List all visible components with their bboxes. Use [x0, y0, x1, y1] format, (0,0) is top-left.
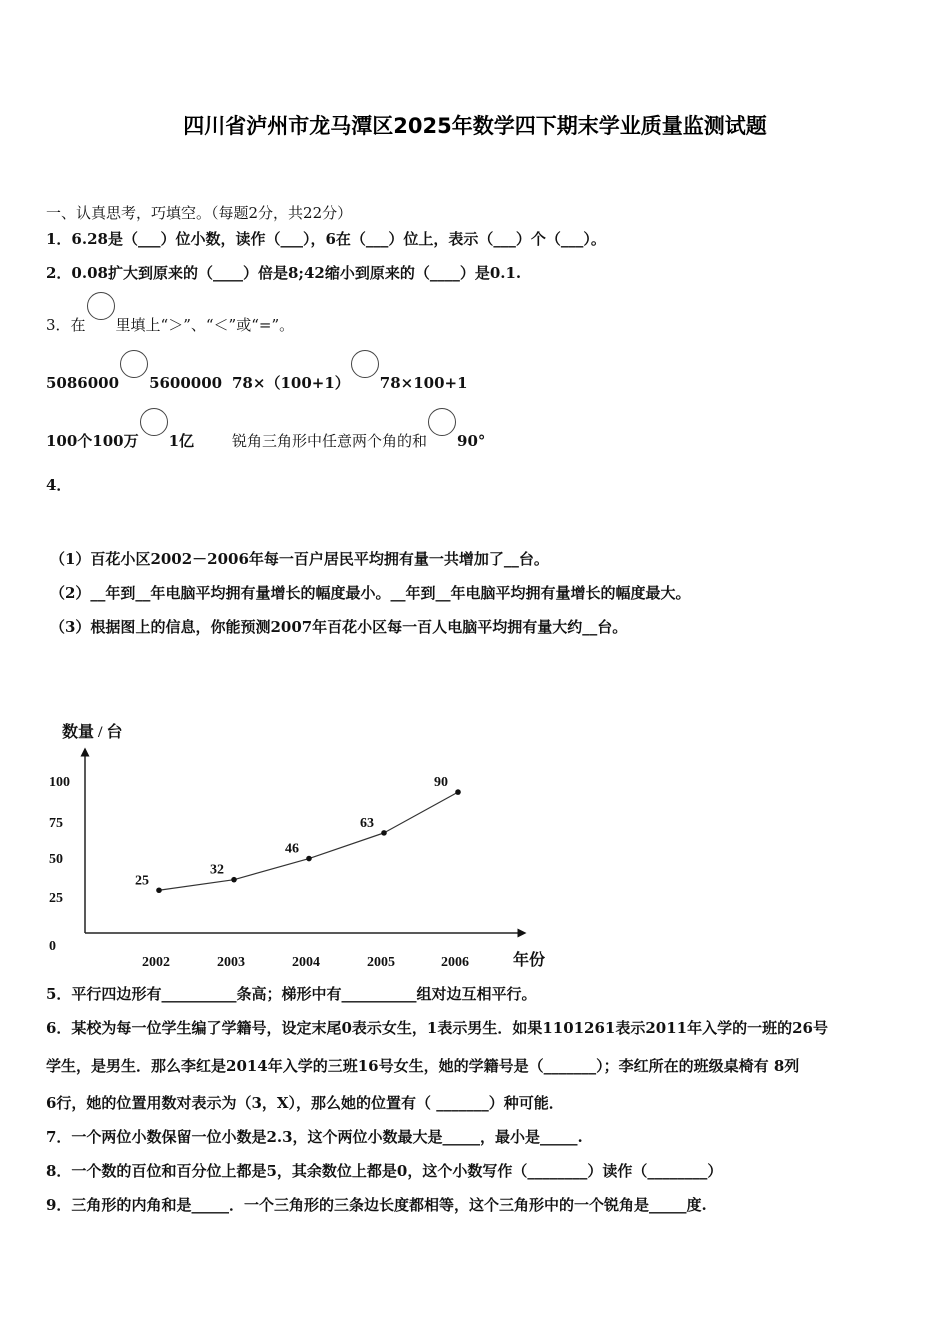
section-header: 一、认真思考，巧填空。（每题2分，共22分） [46, 204, 353, 222]
series-line [159, 792, 458, 890]
question-3-prefix: 3．在 [46, 316, 86, 334]
page-title: 四川省泸州市龙马潭区2025年数学四下期末学业质量监测试题 [183, 114, 767, 138]
x-tick-labels [142, 955, 469, 970]
compare-left: 78×（100+1） [232, 374, 350, 392]
question-6-line3: 6行，她的位置用数对表示为（3，X），那么她的位置有（ _______）种可能． [46, 1094, 564, 1112]
data-point [156, 887, 162, 893]
svg-text:年份: 年份 [513, 952, 546, 969]
question-9: 9．三角形的内角和是_____．一个三角形的三条边长度都相等，这个三角形中的一个锐角是_____度. [46, 1196, 707, 1214]
compare-circle-input[interactable] [428, 408, 456, 436]
y-tick-label: 100 [49, 775, 70, 790]
question-4-sub2: （2）__年到__年电脑平均拥有量增长的幅度最小。__年到__年电脑平均拥有量增长的幅度最大。 [50, 584, 691, 602]
svg-text:数量 / 台: 数量 / 台 [62, 724, 123, 741]
question-6-line1: 6．某校为每一位学生编了学籍号，设定末尾0表示女生，1表示男生．如果1101261表示2011年入学的一班的26号 [46, 1019, 828, 1037]
compare-right: 90° [457, 432, 486, 450]
question-6-line2: 学生，是男生．那么李红是2014年入学的三班16号女生，她的学籍号是（_______）；李红所在的班级桌椅有 8列 [46, 1057, 800, 1075]
question-1: 1．6.28是（___）位小数，读作（___），6在（___）位上，表示（___）个（___）。 [46, 230, 606, 248]
compare-circle-input[interactable] [120, 350, 148, 378]
compare-right: 5600000 [149, 374, 223, 392]
data-label: 25 [135, 873, 149, 889]
data-point [231, 877, 237, 883]
y-tick-label: 50 [49, 852, 63, 867]
compare-left: 5086000 [46, 374, 120, 392]
question-5: 5．平行四边形有__________条高；梯形中有__________组对边互相平行。 [46, 985, 537, 1003]
compare-item-2 [232, 350, 468, 393]
data-point [381, 830, 387, 836]
data-label: 32 [210, 862, 224, 878]
compare-item-3 [46, 408, 194, 451]
compare-circle-input[interactable] [351, 350, 379, 378]
data-point [306, 856, 312, 862]
data-label: 46 [285, 841, 299, 857]
compare-circle-input[interactable] [140, 408, 168, 436]
data-label: 63 [360, 815, 374, 831]
y-tick-labels [49, 775, 70, 954]
line-chart [40, 715, 580, 975]
x-tick-label: 2005 [367, 955, 395, 970]
compare-left: 100个100万 [46, 432, 139, 450]
question-3 [46, 292, 294, 335]
y-tick-label: 75 [49, 816, 63, 831]
x-tick-label: 2004 [292, 955, 320, 970]
x-tick-label: 2003 [217, 955, 245, 970]
y-axis-title [62, 722, 122, 741]
question-4-sub1: （1）百花小区2002－2006年每一百户居民平均拥有量一共增加了__台。 [50, 550, 549, 568]
question-2: 2．0.08扩大到原来的（____）倍是8;42缩小到原来的（____）是0.1. [46, 264, 522, 282]
data-point [455, 789, 461, 795]
question-4-sub3: （3）根据图上的信息，你能预测2007年百花小区每一百人电脑平均拥有量大约__台。 [50, 618, 628, 636]
question-3-suffix: 里填上“＞”、“＜”或“=”。 [115, 316, 295, 334]
x-tick-label: 2002 [142, 955, 170, 970]
compare-item-4 [232, 408, 485, 451]
question-8: 8．一个数的百位和百分位上都是5，其余数位上都是0，这个小数写作（________）读作（________） [46, 1162, 723, 1180]
compare-right: 78×100+1 [379, 374, 468, 392]
compare-right: 1亿 [168, 432, 195, 450]
compare-circle-icon [87, 292, 115, 320]
question-4-number: 4． [46, 476, 72, 494]
y-tick-label: 25 [49, 891, 63, 906]
data-points [135, 775, 461, 893]
question-7: 7．一个两位小数保留一位小数是2.3，这个两位小数最大是_____，最小是_____. [46, 1128, 583, 1146]
compare-item-1 [46, 350, 222, 392]
data-label: 90 [434, 775, 448, 791]
x-tick-label: 2006 [441, 955, 469, 970]
compare-left: 锐角三角形中任意两个角的和 [232, 432, 428, 450]
y-tick-label: 0 [49, 939, 56, 954]
